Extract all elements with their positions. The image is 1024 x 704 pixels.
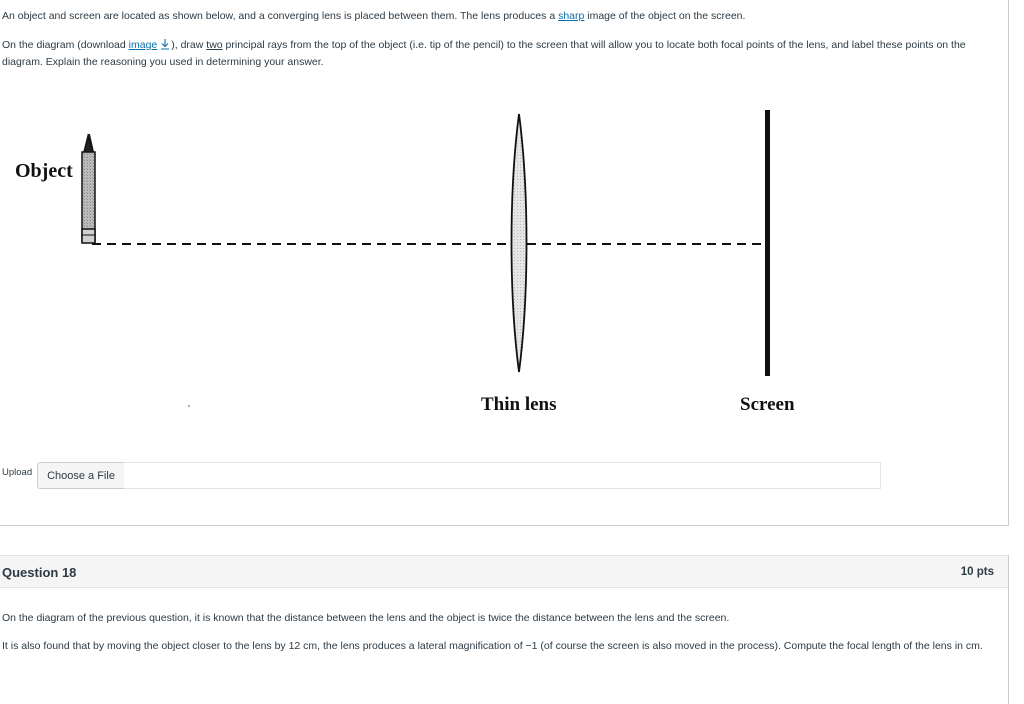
pencil-object [82,134,95,243]
instr-mid-text: ), draw [171,39,207,51]
question-separator [0,525,1009,526]
page-border [1008,0,1009,525]
download-icon[interactable] [159,38,171,50]
screen-label: Screen [740,394,795,415]
question-18-para1: On the diagram of the previous question, it is known that the distance between the lens and the object is twice the distance between the lens and the screen. [2,612,730,624]
diagram-dot [188,405,190,407]
sharp-emphasis: sharp [558,10,585,22]
page-border [1008,555,1009,704]
two-emphasis: two [206,39,223,51]
upload-label: Upload [2,467,33,478]
image-download-link[interactable]: image [128,39,158,51]
intro-end-text: image of the object on the screen. [584,10,746,22]
object-label: Object [15,160,73,182]
question-17-instructions [2,37,982,71]
intro-text: An object and screen are located as shown below, and a converging lens is placed between them. The lens produces a [2,10,559,22]
choose-file-button[interactable]: Choose a File [37,462,125,489]
question-17-intro [2,9,745,23]
question-18-para2: It is also found that by moving the object closer to the lens by 12 cm, the lens produces a lateral magnification of −1 (of course the screen is also moved in the process). Compute the focal length of the lens in cm. [2,640,983,652]
screen [765,110,770,376]
file-name-field[interactable] [124,462,881,489]
optics-diagram [0,100,900,430]
lens-label: Thin lens [481,394,557,415]
instr-end-text: principal rays from the top of the object (i.e. tip of the pencil) to the screen that will allow you to locate both focal points of the lens, and label these points on the diagram. Explain the reasoning you used in determining your answer. [2,39,966,68]
thin-lens [512,114,527,372]
question-title: Question 18 [2,565,77,580]
question-points: 10 pts [960,566,994,578]
question-18-header [0,555,1008,588]
instr-start-text: On the diagram (download [2,39,129,51]
